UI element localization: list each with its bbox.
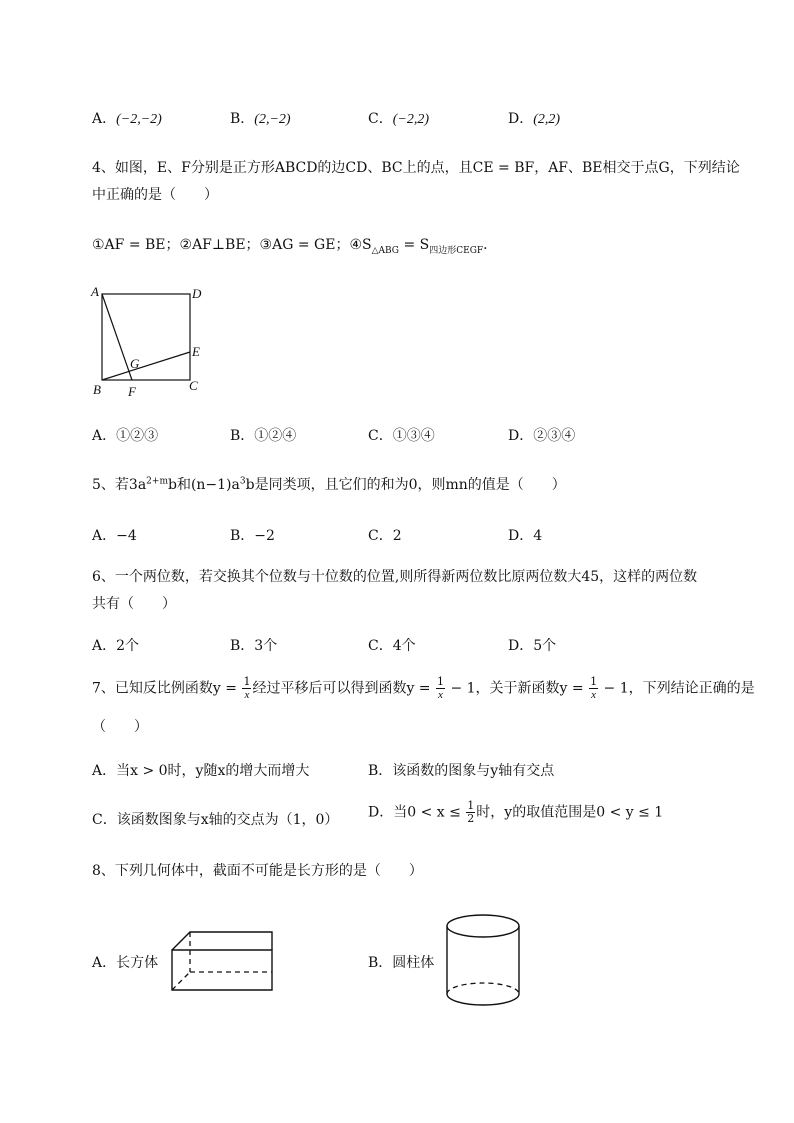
q7-option-b[interactable]: B．该函数的图象与y轴有交点 (368, 763, 555, 779)
q6-option-c[interactable]: C．4个 (368, 638, 416, 654)
q6-option-b[interactable]: B．3个 (230, 638, 278, 654)
q8-stem: 8、下列几何体中，截面不可能是长方形的是（ ） (92, 863, 423, 879)
q7-option-a[interactable]: A．当x > 0时，y随x的增大而增大 (92, 763, 310, 779)
q8-option-b[interactable]: B．圆柱体 (368, 955, 435, 971)
q8-option-a[interactable]: A．长方体 (92, 955, 159, 971)
q5-option-b[interactable]: B．−2 (230, 528, 275, 544)
q5-option-c[interactable]: C．2 (368, 528, 402, 544)
q3-option-d[interactable]: D．(2,2) (508, 111, 561, 127)
q4-option-d[interactable]: D．②③④ (508, 428, 576, 444)
q3-option-c[interactable]: C．(−2,2) (368, 111, 429, 127)
q3-option-b[interactable]: B．(2,−2) (230, 111, 291, 127)
q7-option-c[interactable]: C．该函数图象与x轴的交点为（1，0） (92, 812, 339, 828)
label-e: E (192, 344, 200, 359)
q7-option-d[interactable]: D．当0 < x ≤ $\frac{1}{2}$ 时，y的取值范围是0 < y ≤ 1 (368, 799, 664, 825)
q3-option-a[interactable]: A．(−2,−2) (92, 111, 162, 127)
q7-stem-line2: （ ） (92, 719, 148, 735)
cuboid-figure (168, 926, 276, 996)
q5-stem: 5、若$3a^{2+m}b$和$(n-1)a^3b$是同类项，且它们的和为0，则mn的值是（ ） (92, 476, 566, 493)
label-f: F (128, 384, 136, 399)
q7-stem-line1: 7、已知反比例函数y = $\frac{1}{x}$ 经过平移后可以得到函数y = $\frac{1}{x}$ − 1，关于新函数y = $\frac{1}{x}$ − 1，下列结论正确的是 (92, 675, 755, 701)
q5-option-a[interactable]: A．−4 (92, 528, 137, 544)
q5-option-d[interactable]: D．4 (508, 528, 543, 544)
q6-option-a[interactable]: A．2个 (92, 638, 140, 654)
label-c: C (189, 378, 198, 393)
q4-statements: ①AF = BE；②AF⊥BE；③AG = GE；$④S_{\triangle ABG} = S_{四边形CEGF}$． (92, 237, 498, 256)
q7-fraction-1: $\frac{1}{x}$ (243, 675, 251, 701)
cylinder-figure (440, 910, 526, 1010)
q6-stem-line1: 6、一个两位数，若交换其个位数与十位数的位置,则所得新两位数比原两位数大45，这样的两位数 (92, 569, 698, 585)
q7-fraction-2: $\frac{1}{x}$ (437, 675, 444, 701)
q6-stem-line2: 共有（ ） (92, 596, 176, 612)
q4-option-c[interactable]: C．①③④ (368, 428, 435, 444)
q4-option-a[interactable]: A．①②③ (92, 428, 159, 444)
segment-af (102, 294, 132, 380)
q4-square-figure (88, 282, 218, 402)
label-d: D (192, 286, 202, 301)
square-abcd (102, 294, 190, 380)
label-g: G (130, 356, 140, 371)
q4-option-b[interactable]: B．①②④ (230, 428, 297, 444)
label-b: B (93, 382, 101, 397)
q4-stem-line1: 4、如图，E、F分别是正方形ABCD的边CD、BC上的点，且CE = BF，AF、BE相交于点G，下列结论 (92, 160, 740, 176)
q7-fraction-3: $\frac{1}{x}$ (590, 675, 598, 701)
q6-option-d[interactable]: D．5个 (508, 638, 557, 654)
segment-be (102, 352, 190, 380)
q7-option-d-fraction: $\frac{1}{2}$ (467, 799, 475, 825)
label-a: A (91, 284, 99, 299)
q4-stem-line2: 中正确的是（ ） (92, 187, 218, 203)
